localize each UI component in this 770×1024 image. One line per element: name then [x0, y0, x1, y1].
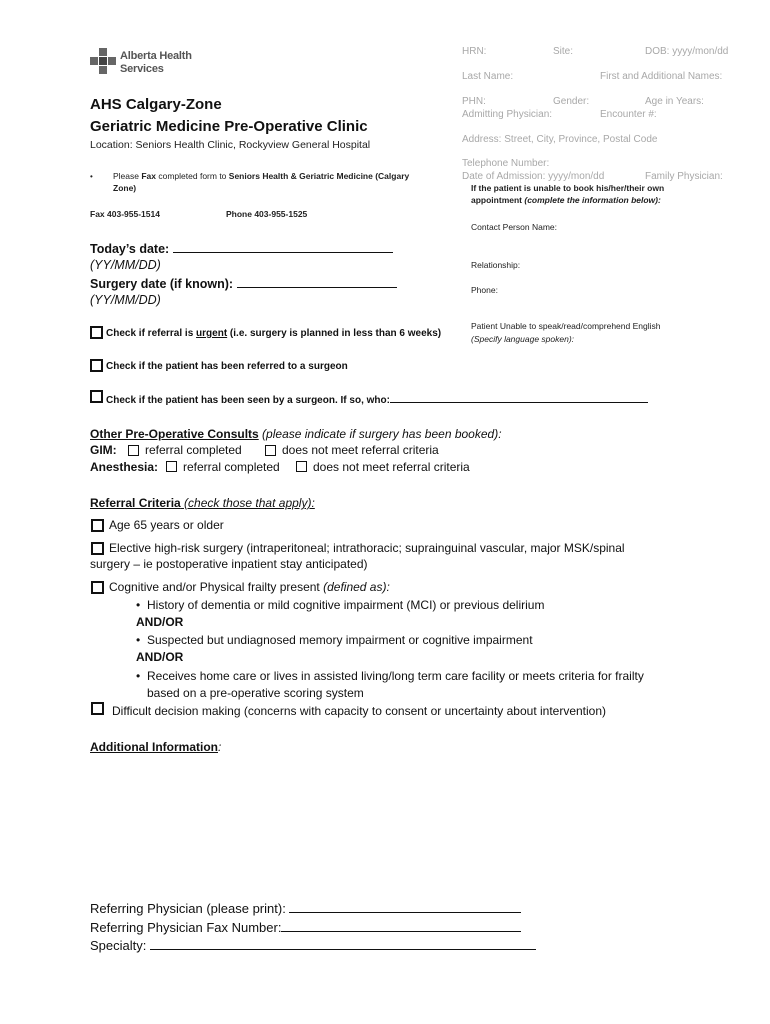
- clinic-phone: Phone 403-955-1525: [226, 209, 308, 219]
- unable-line1: If the patient is unable to book his/her/their own: [471, 183, 665, 193]
- first-names-label: First and Additional Names:: [600, 71, 723, 82]
- logo-line1: Alberta Health: [120, 50, 192, 62]
- gim-label: GIM:: [90, 443, 117, 457]
- fax-instruction-cont: Zone): [113, 183, 137, 193]
- andor1: AND/OR: [136, 615, 184, 629]
- telephone-label: Telephone Number:: [462, 158, 550, 169]
- criteria-heading: Referral Criteria (check those that apply):: [90, 496, 315, 510]
- cognitive-label: Cognitive and/or Physical frailty present (defined as):: [109, 580, 390, 594]
- anesthesia-not-meet-checkbox[interactable]: [296, 461, 307, 472]
- gender-label: Gender:: [553, 96, 590, 107]
- bullet3-dot: •: [136, 669, 141, 683]
- phone-label: Phone:: [471, 285, 498, 295]
- last-name-label: Last Name:: [462, 71, 514, 82]
- specialty-line[interactable]: [150, 937, 536, 950]
- referring-physician-row: Referring Physician (please print):: [90, 900, 521, 916]
- phn-label: PHN:: [462, 96, 486, 107]
- surgery-date-format: (YY/MM/DD): [90, 293, 161, 307]
- difficult-decision-checkbox[interactable]: [91, 702, 104, 715]
- zone-title: AHS Calgary-Zone: [90, 96, 222, 113]
- anesthesia-label: Anesthesia:: [90, 460, 159, 474]
- language-line2: (Specify language spoken):: [471, 334, 575, 344]
- family-physician-label: Family Physician:: [645, 171, 723, 182]
- additional-info-heading: Additional Information:: [90, 740, 222, 754]
- gim-referral-completed-label: referral completed: [145, 443, 242, 457]
- urgent-checkbox[interactable]: [90, 326, 103, 339]
- clinic-location: Location: Seniors Health Clinic, Rockyview General Hospital: [90, 139, 371, 151]
- consults-heading: Other Pre-Operative Consults (please indicate if surgery has been booked):: [90, 427, 502, 441]
- criteria-bullet3-line1: Receives home care or lives in assisted living/long term care facility or meets criteria for frailty: [147, 669, 644, 683]
- referring-physician-line[interactable]: [289, 900, 521, 913]
- clinic-title: Geriatric Medicine Pre-Operative Clinic: [90, 118, 368, 135]
- specialty-row: Specialty:: [90, 937, 536, 953]
- bullet1-dot: •: [136, 598, 141, 612]
- age-label: Age in Years:: [645, 96, 704, 107]
- anesthesia-not-meet-label: does not meet referral criteria: [313, 460, 470, 474]
- logo-line2: Services: [120, 63, 164, 75]
- today-date-row: Today’s date:: [90, 241, 393, 256]
- today-date-line[interactable]: [173, 241, 393, 253]
- difficult-decision-label: Difficult decision making (concerns with capacity to consent or uncertainty about intervention): [112, 704, 607, 718]
- bullet2-dot: •: [136, 633, 141, 647]
- age-label: Age 65 years or older: [109, 518, 224, 532]
- anesthesia-referral-completed-checkbox[interactable]: [166, 461, 177, 472]
- relationship-label: Relationship:: [471, 260, 521, 270]
- elective-line1: Elective high-risk surgery (intraperitoneal; intrathoracic; suprainguinal vascular, major MSK/spinal: [109, 541, 625, 555]
- clinic-fax: Fax 403-955-1514: [90, 209, 160, 219]
- criteria-bullet2: Suspected but undiagnosed memory impairment or cognitive impairment: [147, 633, 533, 647]
- fax-instruction: Please Fax completed form to Seniors Health & Geriatric Medicine (Calgary: [113, 171, 410, 181]
- age-checkbox[interactable]: [91, 519, 104, 532]
- surgery-date-line[interactable]: [237, 276, 397, 288]
- physician-fax-line[interactable]: [281, 919, 521, 932]
- admission-date-label: Date of Admission: yyyy/mon/dd: [462, 171, 605, 182]
- surgeon-name-line[interactable]: [390, 392, 648, 403]
- elective-surgery-checkbox[interactable]: [91, 542, 104, 555]
- hrn-label: HRN:: [462, 46, 487, 57]
- physician-fax-row: Referring Physician Fax Number:: [90, 919, 521, 935]
- ahs-cross-icon: [90, 48, 116, 76]
- surgery-date-row: Surgery date (if known):: [90, 276, 397, 291]
- gim-not-meet-checkbox[interactable]: [265, 445, 276, 456]
- site-label: Site:: [553, 46, 574, 57]
- cognitive-frailty-checkbox[interactable]: [91, 581, 104, 594]
- gim-referral-completed-checkbox[interactable]: [128, 445, 139, 456]
- urgent-label: Check if referral is urgent (i.e. surgery is planned in less than 6 weeks): [106, 328, 442, 339]
- seen-surgeon-row: Check if the patient has been seen by a surgeon. If so, who:: [106, 392, 648, 406]
- referred-surgeon-label: Check if the patient has been referred to a surgeon: [106, 361, 348, 372]
- gim-not-meet-label: does not meet referral criteria: [282, 443, 439, 457]
- contact-person-label: Contact Person Name:: [471, 222, 557, 232]
- anesthesia-referral-completed-label: referral completed: [183, 460, 280, 474]
- today-date-format: (YY/MM/DD): [90, 258, 161, 272]
- unable-line2: appointment (complete the information below):: [471, 195, 661, 205]
- encounter-label: Encounter #:: [600, 109, 657, 120]
- referred-surgeon-checkbox[interactable]: [90, 359, 103, 372]
- andor2: AND/OR: [136, 650, 184, 664]
- elective-line2: surgery – ie postoperative inpatient stay anticipated): [90, 557, 368, 571]
- seen-surgeon-checkbox[interactable]: [90, 390, 103, 403]
- fax-bullet: •: [90, 172, 93, 181]
- dob-label: DOB: yyyy/mon/dd: [645, 46, 729, 57]
- criteria-bullet1: History of dementia or mild cognitive impairment (MCI) or previous delirium: [147, 598, 545, 612]
- ahs-logo: [90, 46, 200, 80]
- address-label: Address: Street, City, Province, Postal Code: [462, 134, 658, 145]
- language-line1: Patient Unable to speak/read/comprehend English: [471, 321, 661, 331]
- admitting-physician-label: Admitting Physician:: [462, 109, 553, 120]
- criteria-bullet3-line2: based on a pre-operative scoring system: [147, 686, 364, 700]
